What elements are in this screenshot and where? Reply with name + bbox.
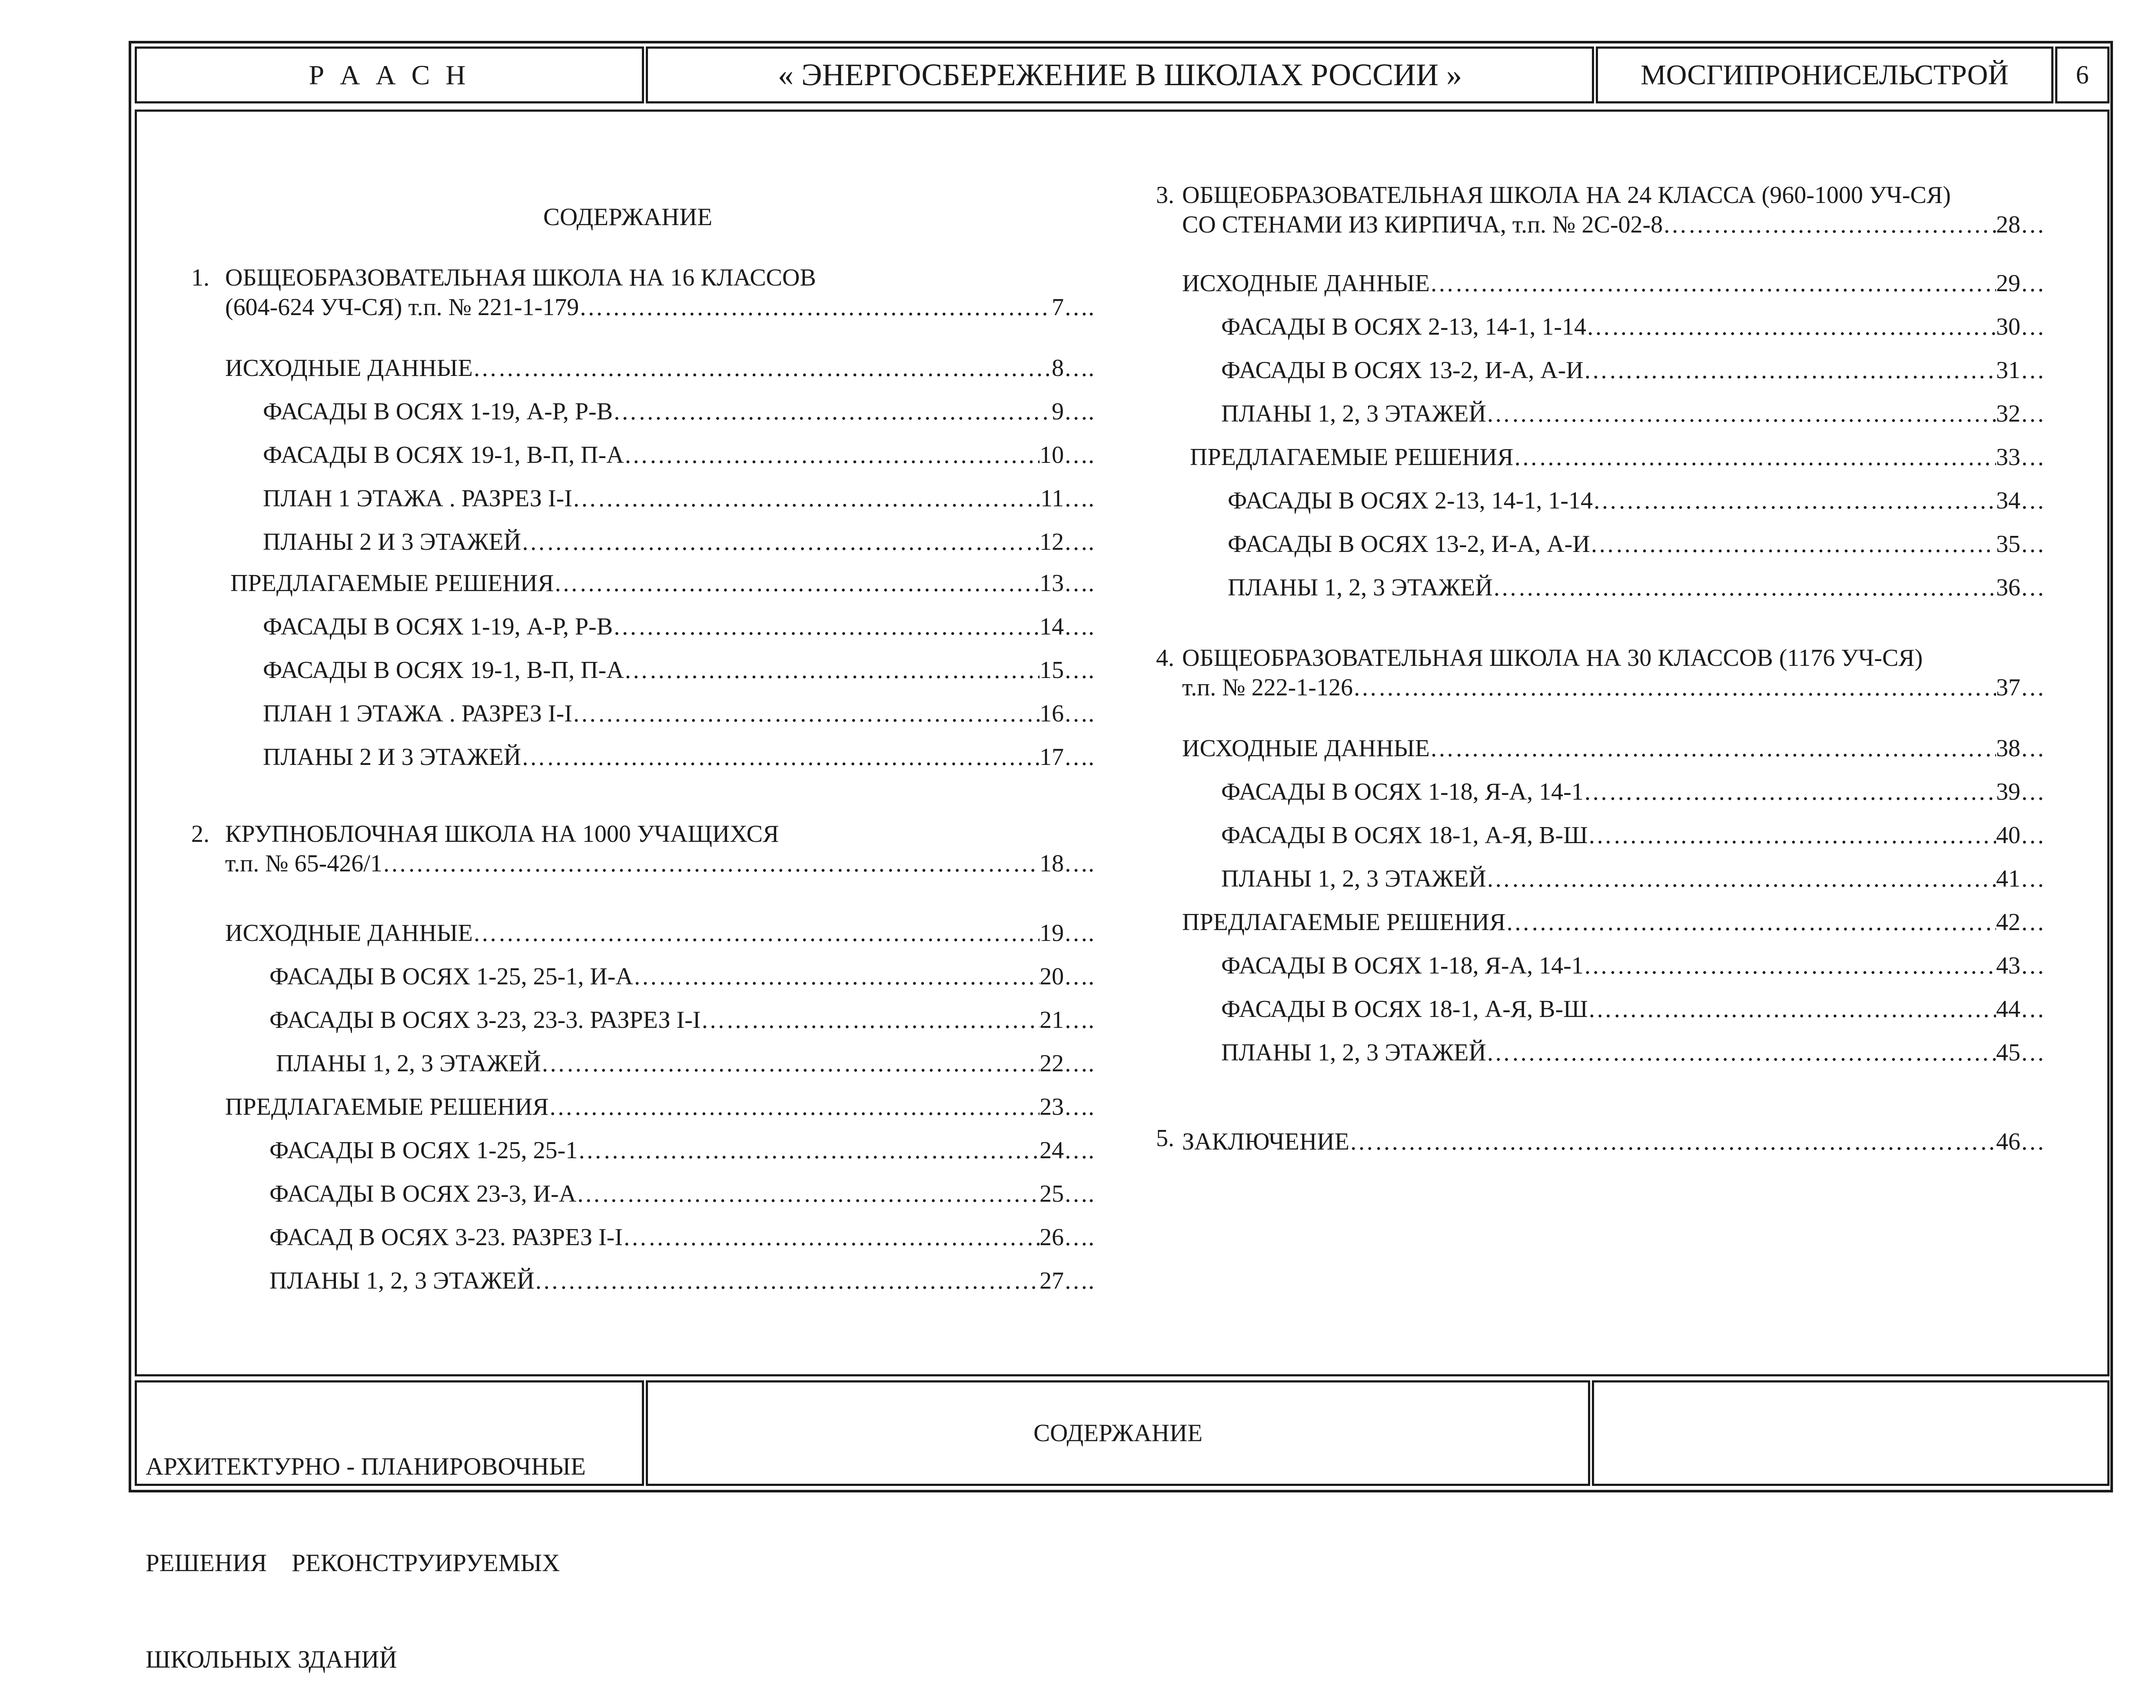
trailing-dots: … [2020, 865, 2045, 892]
trailing-dots: … [2020, 487, 2045, 514]
section-heading-text: т.п. № 65-426/1 [225, 850, 382, 877]
trailing-dots: … [2020, 735, 2045, 762]
toc-entry [263, 480, 1094, 512]
trailing-dots: … [2020, 444, 2045, 471]
sheet-number: 6 [2076, 60, 2089, 89]
section-heading-text: СО СТЕНАМИ ИЗ КИРПИЧА, т.п. № 2С-02-8 [1182, 211, 1663, 238]
trailing-dots: … [2020, 400, 2045, 427]
toc-title: СОДЕРЖАНИЕ [543, 203, 713, 231]
leader-dots [1590, 530, 1996, 558]
footer-subject-line: АРХИТЕКТУРНО - ПЛАНИРОВОЧНЫЕ [146, 1453, 586, 1480]
entry-title: ФАСАДЫ В ОСЯХ 1-19, А-Р, Р-В [263, 613, 613, 640]
entry-title: ФАСАДЫ В ОСЯХ 19-1, В-П, П-А [263, 657, 624, 684]
entry-title: ПРЕДЛАГАЕМЫЕ РЕШЕНИЯ [1190, 444, 1514, 471]
page-number: 46 [1996, 1128, 2020, 1155]
page-number: 13 [1040, 570, 1064, 597]
trailing-dots: …. [1064, 850, 1094, 877]
entry-title: ФАСАДЫ В ОСЯХ 18-1, А-Я, В-Ш [1221, 996, 1588, 1023]
trailing-dots: … [2020, 1039, 2045, 1066]
trailing-dots: … [2020, 909, 2045, 936]
entry-title: ФАСАДЫ В ОСЯХ 18-1, А-Я, В-Ш [1221, 822, 1588, 849]
leader-dots [473, 919, 1040, 947]
section-heading-entry [225, 845, 1094, 877]
page-number: 18 [1040, 850, 1064, 877]
trailing-dots: …. [1064, 1093, 1094, 1120]
page-number: 8 [1052, 355, 1064, 382]
leader-dots [1505, 908, 1996, 936]
trailing-dots: …. [1064, 355, 1094, 382]
leader-dots [576, 1180, 1040, 1208]
section-heading-entry [225, 289, 1094, 321]
entry-title: ПРЕДЛАГАЕМЫЕ РЕШЕНИЯ [1182, 909, 1506, 936]
page-number: 20 [1040, 963, 1064, 990]
page-number: 27 [1040, 1267, 1064, 1294]
entry-title: ПЛАН 1 ЭТАЖА . РАЗРЕЗ I-I [263, 700, 572, 727]
entry-title: ПЛАНЫ 1, 2, 3 ЭТАЖЕЙ [1228, 574, 1493, 601]
toc-entry [269, 1176, 1094, 1208]
section-heading-text: (604-624 УЧ-СЯ) т.п. № 221-1-179 [225, 294, 579, 321]
footer-subject-line: ШКОЛЬНЫХ ЗДАНИЙ [146, 1646, 397, 1673]
page-number: 25 [1040, 1180, 1064, 1207]
entry-title: ИСХОДНЫЕ ДАННЫЕ [225, 920, 473, 947]
page-number: 44 [1996, 996, 2020, 1023]
page-number: 45 [1996, 1039, 2020, 1066]
entry-title: ПЛАНЫ 2 И 3 ЭТАЖЕЙ [263, 528, 522, 555]
entry-title: ИСХОДНЫЕ ДАННЫЕ [1182, 270, 1430, 297]
leader-dots [624, 441, 1040, 469]
page-number: 16 [1040, 700, 1064, 727]
page-number: 23 [1040, 1093, 1064, 1120]
entry-title: ФАСАДЫ В ОСЯХ 1-19, А-Р, Р-В [263, 398, 613, 425]
page-number: 17 [1040, 744, 1064, 771]
toc-entry [269, 1263, 1094, 1295]
leader-dots [1588, 995, 1996, 1023]
trailing-dots: …. [1064, 700, 1094, 727]
leader-dots [521, 743, 1040, 771]
page-number: 43 [1996, 952, 2020, 979]
page-number: 15 [1040, 657, 1064, 684]
entry-title: ФАСАДЫ В ОСЯХ 1-18, Я-А, 14-1 [1221, 952, 1584, 979]
leader-dots [1584, 952, 1996, 980]
leader-dots [1486, 1039, 1996, 1067]
toc-entry [225, 915, 1094, 947]
trailing-dots: … [2020, 1128, 2045, 1155]
section-heading: ОБЩЕОБРАЗОВАТЕЛЬНАЯ ШКОЛА НА 16 КЛАССОВ [225, 264, 816, 291]
toc-entry [1228, 482, 2045, 515]
page-number: 9 [1052, 398, 1064, 425]
leader-dots [1593, 487, 1996, 515]
entry-title: ФАСАДЫ В ОСЯХ 1-25, 25-1 [269, 1137, 578, 1164]
page-number: 22 [1040, 1050, 1064, 1077]
trailing-dots: … [2020, 996, 2045, 1023]
toc-entry [1221, 947, 2045, 980]
trailing-dots: …. [1064, 613, 1094, 640]
leader-dots [624, 656, 1040, 684]
section-number: 3. [1156, 182, 1174, 209]
trailing-dots: …. [1064, 398, 1094, 425]
trailing-dots: … [2020, 357, 2045, 384]
page-number: 30 [1996, 313, 2020, 340]
trailing-dots: …. [1064, 485, 1094, 512]
entry-title: ФАСАДЫ В ОСЯХ 2-13, 14-1, 1-14 [1228, 487, 1593, 514]
trailing-dots: … [2020, 574, 2045, 601]
trailing-dots: …. [1064, 744, 1094, 771]
entry-title: ПЛАНЫ 1, 2, 3 ЭТАЖЕЙ [1221, 400, 1486, 427]
leader-dots [572, 485, 1040, 512]
leader-dots [1353, 674, 1996, 701]
toc-entry [263, 524, 1094, 556]
section-number: 5. [1156, 1125, 1174, 1152]
leader-dots [1513, 443, 1996, 471]
page-number: 34 [1996, 487, 2020, 514]
entry-title: ФАСАДЫ В ОСЯХ 13-2, И-А, А-И [1228, 531, 1590, 558]
page-number: 38 [1996, 735, 2020, 762]
toc-entry [263, 695, 1094, 728]
page-number: 40 [1996, 822, 2020, 849]
toc-entry [225, 1089, 1094, 1121]
leader-dots [701, 1006, 1040, 1034]
trailing-dots: …. [1064, 1180, 1094, 1207]
toc-entry [1221, 774, 2045, 806]
trailing-dots: …. [1064, 657, 1094, 684]
entry-title: ПРЕДЛАГАЕМЫЕ РЕШЕНИЯ [230, 570, 554, 597]
trailing-dots: … [2020, 778, 2045, 805]
page-number: 29 [1996, 270, 2020, 297]
page-number: 11 [1040, 485, 1064, 512]
trailing-dots: …. [1064, 528, 1094, 555]
header-org: Р А А С Н [309, 59, 470, 90]
trailing-dots: …. [1064, 1007, 1094, 1033]
entry-title: ФАСАДЫ В ОСЯХ 19-1, В-П, П-А [263, 442, 624, 469]
section-heading: ОБЩЕОБРАЗОВАТЕЛЬНАЯ ШКОЛА НА 24 КЛАССА (960-1000 УЧ-СЯ) [1182, 182, 1951, 209]
page-number: 39 [1996, 778, 2020, 805]
section-heading-text: ЗАКЛЮЧЕНИЕ [1182, 1128, 1349, 1155]
entry-title: ПЛАНЫ 1, 2, 3 ЭТАЖЕЙ [1221, 865, 1486, 892]
entry-title: ПЛАНЫ 1, 2, 3 ЭТАЖЕЙ [269, 1267, 535, 1294]
section-heading: КРУПНОБЛОЧНАЯ ШКОЛА НА 1000 УЧАЩИХСЯ [225, 821, 779, 847]
section-number: 1. [191, 264, 209, 291]
toc-entry [1228, 526, 2045, 558]
trailing-dots: …. [1064, 1267, 1094, 1294]
trailing-dots: …. [1064, 1137, 1094, 1164]
trailing-dots: …. [1064, 1050, 1094, 1077]
toc-entry [263, 437, 1094, 469]
trailing-dots: …. [1064, 963, 1094, 990]
entry-title: ФАСАДЫ В ОСЯХ 2-13, 14-1, 1-14 [1221, 313, 1586, 340]
leader-dots [1663, 211, 1996, 239]
header-institute: МОСГИПРОНИСЕЛЬСТРОЙ [1641, 59, 2009, 91]
entry-title: ИСХОДНЫЕ ДАННЫЕ [225, 355, 473, 382]
leader-dots [1430, 734, 1996, 762]
entry-title: ПЛАНЫ 1, 2, 3 ЭТАЖЕЙ [276, 1050, 541, 1077]
trailing-dots: … [2020, 822, 2045, 849]
toc-entry [263, 652, 1094, 684]
entry-title: ПЛАН 1 ЭТАЖА . РАЗРЕЗ I-I [263, 485, 572, 512]
toc-entry [263, 739, 1094, 771]
page-number: 35 [1996, 531, 2020, 558]
leader-dots [1584, 778, 1996, 806]
entry-title: ПРЕДЛАГАЕМЫЕ РЕШЕНИЯ [225, 1093, 549, 1120]
toc-entry [1221, 861, 2045, 893]
toc-entry [269, 1219, 1094, 1251]
page-number: 21 [1040, 1007, 1064, 1033]
toc-entry [276, 1045, 1094, 1077]
toc-entry [269, 1002, 1094, 1034]
footer-right-text [1592, 1380, 2109, 1486]
section-heading-entry [1182, 669, 2045, 701]
leader-dots [1586, 313, 1996, 341]
leader-dots [541, 1050, 1040, 1077]
entry-title: ФАСАДЫ В ОСЯХ 13-2, И-А, А-И [1221, 357, 1584, 384]
trailing-dots: …. [1064, 1224, 1094, 1251]
toc-entry [1221, 991, 2045, 1023]
toc-entry [1221, 309, 2045, 341]
trailing-dots: … [2020, 211, 2045, 238]
entry-title: ФАСАДЫ В ОСЯХ 23-3, И-А [269, 1180, 577, 1207]
page-number: 7 [1052, 294, 1064, 321]
page-number: 42 [1996, 909, 2020, 936]
header-title: « ЭНЕРГОСБЕРЕЖЕНИЕ В ШКОЛАХ РОССИИ » [777, 57, 1462, 92]
section-heading: ОБЩЕОБРАЗОВАТЕЛЬНАЯ ШКОЛА НА 30 КЛАССОВ (1176 УЧ-СЯ) [1182, 645, 1923, 671]
section-heading-text: т.п. № 222-1-126 [1182, 674, 1353, 701]
page-number: 36 [1996, 574, 2020, 601]
section-heading-entry [1182, 1123, 2045, 1156]
footer-subject [146, 1386, 586, 1708]
leader-dots [623, 1223, 1040, 1251]
page-number: 31 [1996, 357, 2020, 384]
toc-entry [1221, 1034, 2045, 1067]
trailing-dots: …. [1064, 920, 1094, 947]
toc-entry [230, 565, 1094, 597]
footer-sheet-title: СОДЕРЖАНИЕ [1033, 1419, 1203, 1447]
toc-entry [1228, 569, 2045, 601]
toc-entry [263, 393, 1094, 425]
leader-dots [548, 1093, 1040, 1121]
leader-dots [578, 1136, 1040, 1164]
leader-dots [633, 963, 1040, 990]
toc-entry [1221, 352, 2045, 384]
trailing-dots: …. [1064, 294, 1094, 321]
entry-title: ПЛАНЫ 1, 2, 3 ЭТАЖЕЙ [1221, 1039, 1486, 1066]
leader-dots [473, 354, 1052, 382]
leader-dots [1493, 574, 1996, 601]
leader-dots [535, 1267, 1040, 1295]
leader-dots [554, 569, 1040, 597]
trailing-dots: … [2020, 270, 2045, 297]
leader-dots [1486, 400, 1996, 428]
trailing-dots: … [2020, 952, 2045, 979]
page-number: 10 [1040, 442, 1064, 469]
toc-entry [1182, 265, 2045, 297]
page-number: 32 [1996, 400, 2020, 427]
entry-title: ФАСАДЫ В ОСЯХ 1-25, 25-1, И-А [269, 963, 633, 990]
footer-subject-line: РЕШЕНИЯ РЕКОНСТРУИРУЕМЫХ [146, 1549, 560, 1577]
toc-entry [269, 958, 1094, 990]
leader-dots [521, 528, 1040, 556]
toc-entry [1190, 439, 2045, 471]
page-number: 24 [1040, 1137, 1064, 1164]
page-number: 41 [1996, 865, 2020, 892]
entry-title: ФАСАДЫ В ОСЯХ 3-23, 23-3. РАЗРЕЗ I-I [269, 1007, 701, 1033]
toc-entry [263, 608, 1094, 641]
page-number: 19 [1040, 920, 1064, 947]
page-number: 37 [1996, 674, 2020, 701]
leader-dots [1430, 269, 1996, 297]
entry-title: ФАСАДЫ В ОСЯХ 1-18, Я-А, 14-1 [1221, 778, 1584, 805]
section-number: 2. [191, 821, 209, 847]
toc-entry [1182, 904, 2045, 936]
entry-title: ФАСАД В ОСЯХ 3-23. РАЗРЕЗ I-I [269, 1224, 623, 1251]
trailing-dots: … [2020, 313, 2045, 340]
page-number: 28 [1996, 211, 2020, 238]
page-number: 33 [1996, 444, 2020, 471]
trailing-dots: …. [1064, 442, 1094, 469]
toc-entry [269, 1132, 1094, 1164]
leader-dots [382, 850, 1040, 877]
leader-dots [613, 613, 1040, 641]
leader-dots [1584, 356, 1996, 384]
trailing-dots: …. [1064, 570, 1094, 597]
section-number: 4. [1156, 645, 1174, 671]
trailing-dots: … [2020, 531, 2045, 558]
leader-dots [1349, 1128, 1996, 1156]
leader-dots [613, 398, 1052, 425]
trailing-dots: … [2020, 674, 2045, 701]
toc-entry [1182, 730, 2045, 762]
leader-dots [572, 700, 1040, 728]
toc-entry [1221, 395, 2045, 428]
page-number: 14 [1040, 613, 1064, 640]
toc-entry [225, 350, 1094, 382]
leader-dots [1486, 865, 1996, 893]
entry-title: ИСХОДНЫЕ ДАННЫЕ [1182, 735, 1430, 762]
leader-dots [1588, 821, 1996, 849]
toc-entry [1221, 817, 2045, 849]
leader-dots [579, 293, 1052, 321]
page-number: 26 [1040, 1224, 1064, 1251]
page-number: 12 [1040, 528, 1064, 555]
entry-title: ПЛАНЫ 2 И 3 ЭТАЖЕЙ [263, 744, 522, 771]
section-heading-entry [1182, 206, 2045, 239]
